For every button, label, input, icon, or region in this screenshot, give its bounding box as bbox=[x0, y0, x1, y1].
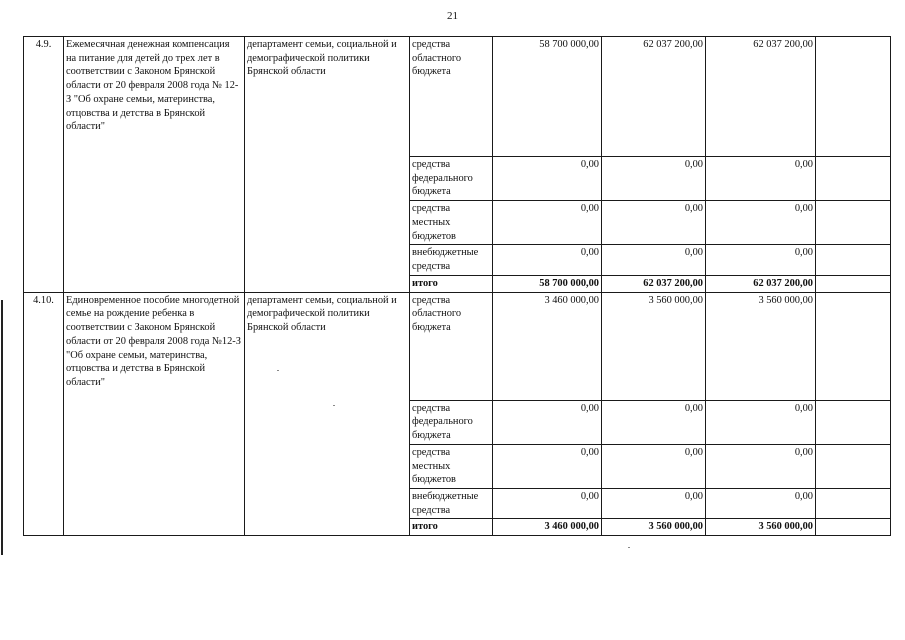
amount-cell: 62 037 200,00 bbox=[602, 37, 706, 157]
total-label: итого bbox=[410, 275, 493, 292]
source-label: средства областного бюджета bbox=[410, 292, 493, 400]
amount-cell: 0,00 bbox=[706, 400, 816, 444]
table-row bbox=[24, 292, 891, 400]
total-amount: 58 700 000,00 bbox=[493, 275, 602, 292]
row-index: 4.9. bbox=[24, 37, 64, 293]
measure-name: Единовременное пособие многодетной семье на рождение ребенка в соответствии с Законом Брянской области от 20 февраля 2008 года №12-З "Об охране семьи, материнства, отцовства и детства в Брянской области" bbox=[64, 292, 245, 536]
amount-cell: 0,00 bbox=[602, 245, 706, 275]
amount-cell: 0,00 bbox=[493, 489, 602, 519]
total-amount: 62 037 200,00 bbox=[706, 275, 816, 292]
empty-cell bbox=[816, 444, 891, 488]
amount-cell: 0,00 bbox=[493, 245, 602, 275]
amount-cell: 0,00 bbox=[602, 489, 706, 519]
source-label: средства областного бюджета bbox=[410, 37, 493, 157]
source-label: средства местных бюджетов bbox=[410, 201, 493, 245]
amount-cell: 0,00 bbox=[602, 400, 706, 444]
amount-cell: 0,00 bbox=[706, 201, 816, 245]
amount-cell: 58 700 000,00 bbox=[493, 37, 602, 157]
measure-name: Ежемесячная денежная компенсация на питание для детей до трех лет в соответствии с Законом Брянской области от 20 февраля 2008 года № 12-З "Об охране семьи, материнства, отцовства и детства в Брянской области" bbox=[64, 37, 245, 293]
amount-cell: 62 037 200,00 bbox=[706, 37, 816, 157]
empty-cell bbox=[816, 292, 891, 400]
empty-cell bbox=[816, 37, 891, 157]
amount-cell: 0,00 bbox=[493, 201, 602, 245]
source-label: средства федерального бюджета bbox=[410, 400, 493, 444]
amount-cell: 0,00 bbox=[493, 444, 602, 488]
amount-cell: 0,00 bbox=[706, 444, 816, 488]
executor: департамент семьи, социальной и демографической политики Брянской области bbox=[245, 292, 410, 536]
table-row bbox=[24, 37, 891, 157]
empty-cell bbox=[816, 201, 891, 245]
amount-cell: 0,00 bbox=[706, 489, 816, 519]
empty-cell bbox=[816, 157, 891, 201]
empty-cell bbox=[816, 519, 891, 536]
amount-cell: 0,00 bbox=[493, 400, 602, 444]
total-amount: 62 037 200,00 bbox=[602, 275, 706, 292]
executor: департамент семьи, социальной и демографической политики Брянской области bbox=[245, 37, 410, 293]
empty-cell bbox=[816, 245, 891, 275]
amount-cell: 0,00 bbox=[706, 157, 816, 201]
amount-cell: 3 460 000,00 bbox=[493, 292, 602, 400]
amount-cell: 0,00 bbox=[602, 157, 706, 201]
page-number: 21 bbox=[447, 10, 458, 22]
total-amount: 3 560 000,00 bbox=[706, 519, 816, 536]
amount-cell: 0,00 bbox=[602, 444, 706, 488]
total-label: итого bbox=[410, 519, 493, 536]
empty-cell bbox=[816, 275, 891, 292]
amount-cell: 0,00 bbox=[706, 245, 816, 275]
total-amount: 3 460 000,00 bbox=[493, 519, 602, 536]
amount-cell: 0,00 bbox=[493, 157, 602, 201]
source-label: внебюджетные средства bbox=[410, 489, 493, 519]
row-index: 4.10. bbox=[24, 292, 64, 536]
empty-cell bbox=[816, 400, 891, 444]
empty-cell bbox=[816, 489, 891, 519]
scan-speck bbox=[333, 405, 335, 406]
scan-edge-line bbox=[1, 300, 3, 555]
source-label: внебюджетные средства bbox=[410, 245, 493, 275]
scan-speck bbox=[628, 547, 630, 548]
amount-cell: 3 560 000,00 bbox=[706, 292, 816, 400]
budget-table bbox=[23, 36, 891, 536]
source-label: средства местных бюджетов bbox=[410, 444, 493, 488]
amount-cell: 3 560 000,00 bbox=[602, 292, 706, 400]
source-label: средства федерального бюджета bbox=[410, 157, 493, 201]
amount-cell: 0,00 bbox=[602, 201, 706, 245]
total-amount: 3 560 000,00 bbox=[602, 519, 706, 536]
scan-speck bbox=[277, 370, 279, 371]
